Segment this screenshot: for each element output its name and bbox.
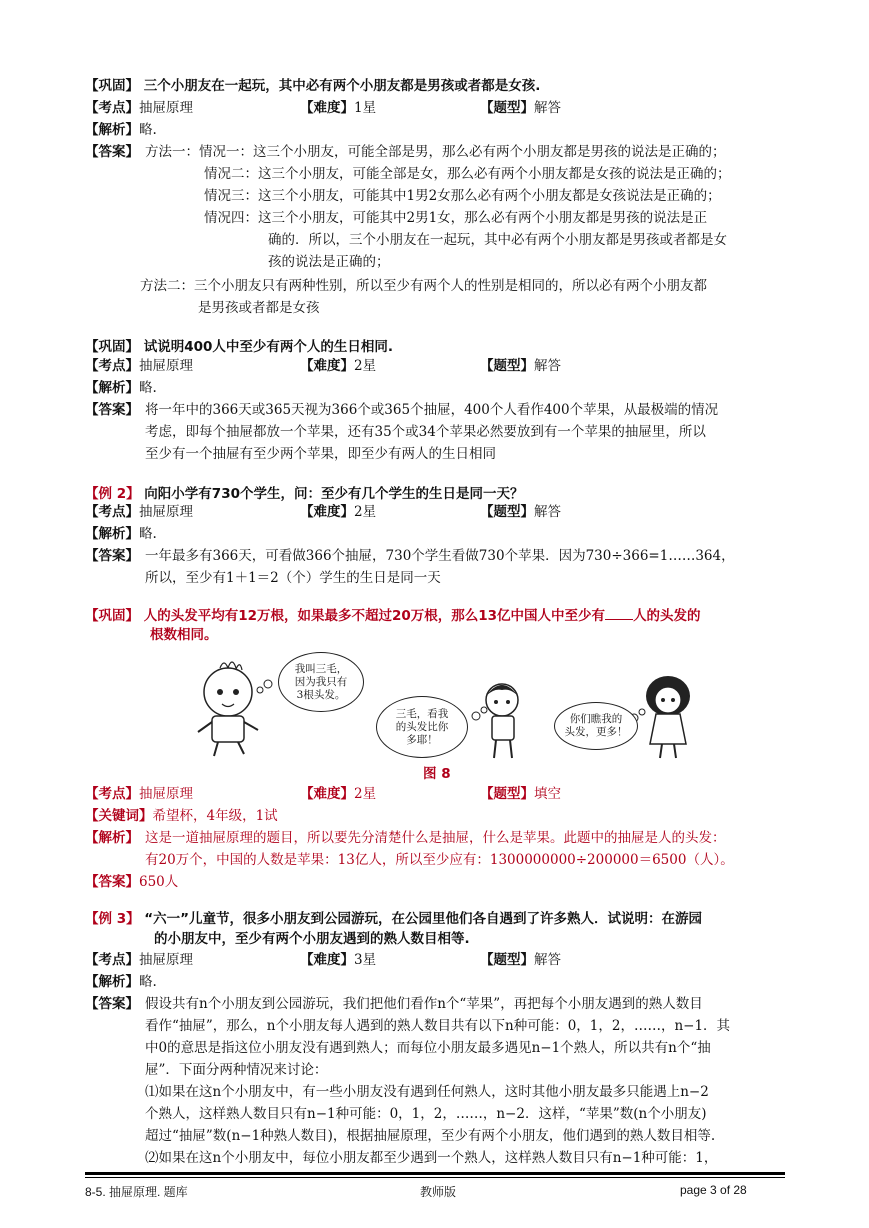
q2-nandu: 【难度】2星 [300,358,377,374]
q1-nandu: 【难度】1星 [300,100,377,116]
q3-jiexi-tag: 【解析】 [85,830,139,846]
q1-title: 三个小朋友在一起玩，其中必有两个小朋友都是男孩或者都是女孩. [143,78,541,94]
ex3-kaodian: 【考点】抽屉原理 [85,952,193,968]
q2-answer-line: 将一年中的366天或365天视为366个或365个抽屉，400个人看作400个苹果，从最极端的情况 [145,402,719,418]
q2-answer-line: 至少有一个抽屉有至少两个苹果，即至少有两人的生日相同 [145,446,496,462]
ex2-answer-line: 一年最多有366天，可看做366个抽屉，730个学生看做730个苹果．因为730÷366=1……364， [145,548,735,564]
ex2-answer-line: 所以，至少有1＋1＝2（个）学生的生日是同一天 [145,570,441,586]
ex2-answer-tag: 【答案】 [85,548,139,564]
ex2-kaodian: 【考点】抽屉原理 [85,504,193,520]
ex2-nandu: 【难度】2星 [300,504,377,520]
footer-rule-thick [85,1172,785,1175]
q1-answer-tag: 【答案】 [85,144,139,160]
q3-tag: 【巩固】 [85,608,139,624]
q2-kaodian: 【考点】抽屉原理 [85,358,193,374]
q1-tag: 【巩固】 [85,78,139,94]
ex3-nandu: 【难度】3星 [300,952,377,968]
q1-tixing: 【题型】解答 [480,100,561,116]
q3-title-a: 人的头发平均有12万根，如果最多不超过20万根，那么13亿中国人中至少有 [143,608,606,624]
q3-answer: 【答案】650人 [85,874,179,890]
q2-answer-line: 考虑，即每个抽屉都放一个苹果，还有35个或34个苹果必然要放到有一个苹果的抽屉里，所以 [145,424,706,440]
footer-rule-thin [85,1177,785,1178]
q1-answer-line: 情况三：这三个小朋友，可能其中1男2女那么必有两个小朋友都是女孩说法是正确的； [204,188,721,204]
ex3-answer-line: ⑵如果在这n个小朋友中，每位小朋友都至少遇到一个熟人，这样熟人数目只有n−1种可能：1， [145,1150,718,1166]
ex3-answer-line: 看作“抽屉”，那么，n个小朋友每人遇到的熟人数目共有以下n种可能：0，1，2，……，n−1．其 [145,1018,731,1034]
ex3-answer-line: 超过“抽屉”数(n−1种熟人数目)，根据抽屉原理，至少有两个小朋友，他们遇到的熟人数目相等. [145,1128,716,1144]
q2-jiexi: 【解析】略. [85,380,157,396]
q2-answer-tag: 【答案】 [85,402,139,418]
q2-title-line [85,337,393,357]
ex3-answer-line: 中0的意思是指这位小朋友没有遇到熟人；而每位小朋友最多遇见n−1个熟人，所以共有n个“抽 [145,1040,711,1056]
ex2-jiexi: 【解析】略. [85,526,157,542]
footer-page-number: page 3 of 28 [680,1183,747,1197]
q3-title-line [85,605,701,626]
speech-bubble: 三毛，看我 的头发比你 多耶！ [376,696,468,758]
q3-jiexi-line: 有20万个，中国的人数是苹果：13亿人，所以至少应有：1300000000÷200000＝6500（人）。 [145,852,734,868]
q1-answer-line: 确的．所以，三个小朋友在一起玩，其中必有两个小朋友都是男孩或者都是女 [268,232,727,248]
q3-title-c: 根数相同。 [150,627,218,643]
q2-tag: 【巩固】 [85,339,139,355]
ex3-answer-line: 个熟人，这样熟人数目只有n−1种可能：0，1，2，……，n−2．这样，“苹果”数(n个小朋友) [145,1106,707,1122]
ex2-title-line [85,484,523,504]
ex3-answer-line: 屉”．下面分两种情况来讨论： [145,1062,328,1078]
figure-caption: 图 8 [423,766,451,782]
footer-left: 8-5. 抽屉原理. 题库 [85,1185,188,1199]
ex3-title-b: 的小朋友中，至少有两个小朋友遇到的熟人数目相等. [154,931,470,947]
q2-title: 试说明400人中至少有两个人的生日相同. [143,339,394,355]
ex3-tag: 【例 3】 [85,911,140,927]
q1-jiexi: 【解析】略. [85,122,157,138]
q3-jiexi-line: 这是一道抽屉原理的题目，所以要先分清楚什么是抽屉，什么是苹果。此题中的抽屉是人的头发： [145,830,726,846]
boy-character [486,684,518,758]
ex3-title-line [85,909,702,929]
girl-character [646,676,690,758]
q1-answer-line: 方法二：三个小朋友只有两种性别，所以至少有两个人的性别是相同的，所以必有两个小朋友都 [140,278,707,294]
ex2-tag: 【例 2】 [85,486,140,502]
speech-bubble: 我叫三毛， 因为我只有 3根头发。 [278,652,364,712]
ex2-tixing: 【题型】解答 [480,504,561,520]
ex3-answer-line: ⑴如果在这n个小朋友中，有一些小朋友没有遇到任何熟人，这时其他小朋友最多只能遇上n−2 [145,1084,709,1100]
ex2-title: 向阳小学有730个学生，问：至少有几个学生的生日是同一天？ [144,486,524,502]
q1-kaodian: 【考点】抽屉原理 [85,100,193,116]
speech-bubble: 你们瞧我的 头发，更多！ [554,702,638,750]
footer-center: 教师版 [420,1185,457,1199]
q3-title-b: 人的头发的 [633,608,701,624]
cartoon-figure [190,650,700,762]
q3-answer-blank [605,605,633,620]
q1-answer-line: 是男孩或者都是女孩 [198,300,320,316]
ex3-title-a: “六一”儿童节，很多小朋友到公园游玩，在公园里他们各自遇到了许多熟人．试说明：在游园 [144,911,703,927]
ex3-answer-tag: 【答案】 [85,996,139,1012]
ex3-tixing: 【题型】解答 [480,952,561,968]
q1-answer-line: 方法一：情况一：这三个小朋友，可能全部是男，那么必有两个小朋友都是男孩的说法是正确的； [145,144,726,160]
q3-keywords: 【关键词】希望杯，4年级，1试 [85,808,278,824]
ex3-jiexi: 【解析】略. [85,974,157,990]
q1-answer-line: 孩的说法是正确的； [268,254,390,270]
q2-tixing: 【题型】解答 [480,358,561,374]
q1-title-line [85,76,540,96]
ex3-answer-line: 假设共有n个小朋友到公园游玩，我们把他们看作n个“苹果”，再把每个小朋友遇到的熟人数目 [145,996,703,1012]
q3-kaodian: 【考点】抽屉原理 [85,786,193,802]
q3-tixing: 【题型】填空 [480,786,561,802]
q1-answer-line: 情况二：这三个小朋友，可能全部是女，那么必有两个小朋友都是女孩的说法是正确的； [204,166,731,182]
q3-nandu: 【难度】2星 [300,786,377,802]
sanmao-character [198,662,258,756]
q1-answer-line: 情况四：这三个小朋友，可能其中2男1女，那么必有两个小朋友都是男孩的说法是正 [204,210,708,226]
